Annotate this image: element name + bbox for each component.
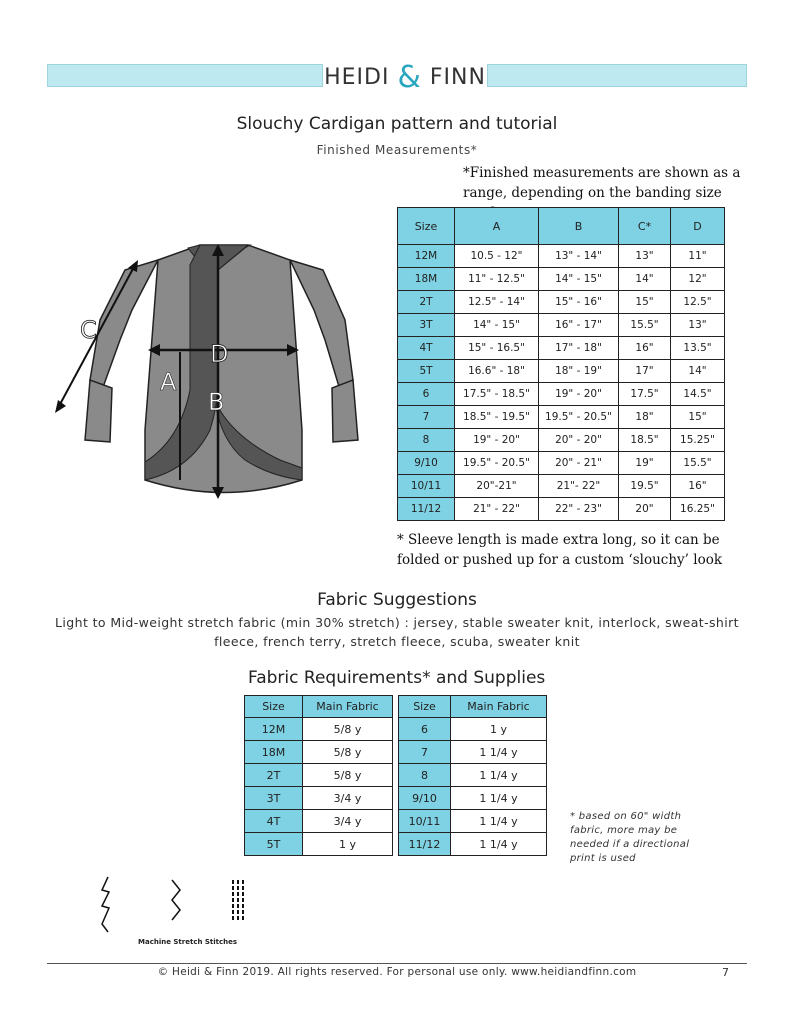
measurement-size-cell: 5T [398, 360, 455, 383]
req-left-header-fabric: Main Fabric [303, 696, 393, 718]
req-right-row [399, 787, 547, 810]
measurement-value-cell: 18" [619, 406, 671, 429]
header-b: B [539, 208, 619, 245]
measurement-value-cell: 20" [619, 498, 671, 521]
measurement-value-cell: 18" - 19" [539, 360, 619, 383]
measurements-table [397, 207, 725, 521]
stitches-label: Machine Stretch Stitches [138, 938, 238, 946]
req-right-size-cell: 8 [399, 764, 451, 787]
measurement-value-cell: 19.5" - 20.5" [455, 452, 539, 475]
measurement-value-cell: 15.5" [619, 314, 671, 337]
req-left-value-cell: 5/8 y [303, 764, 393, 787]
req-left-row [245, 764, 393, 787]
measurement-value-cell: 15.25" [671, 429, 725, 452]
measurement-value-cell: 16.6" - 18" [455, 360, 539, 383]
measurement-row [398, 498, 725, 521]
measurement-row [398, 245, 725, 268]
label-c: C [80, 316, 97, 344]
req-left-size-cell: 2T [245, 764, 303, 787]
stretch-stitches-illustration [90, 872, 260, 942]
fabric-width-note: * based on 60" width fabric, more may be needed if a directional print is used [570, 811, 690, 864]
req-right-row [399, 741, 547, 764]
header-a: A [455, 208, 539, 245]
req-left-value-cell: 3/4 y [303, 787, 393, 810]
label-a: A [160, 368, 177, 396]
cardigan-diagram [40, 230, 380, 520]
req-left-value-cell: 3/4 y [303, 810, 393, 833]
brand-logo: HEIDI & FINN [324, 60, 486, 95]
measurement-value-cell: 14" - 15" [539, 268, 619, 291]
measurement-row [398, 406, 725, 429]
measurement-row [398, 429, 725, 452]
measurements-header-row [398, 208, 725, 245]
fabric-requirements-table-left [244, 695, 393, 856]
measurement-value-cell: 19.5" - 20.5" [539, 406, 619, 429]
measurement-value-cell: 15" - 16" [539, 291, 619, 314]
measurement-value-cell: 18.5" - 19.5" [455, 406, 539, 429]
measurement-value-cell: 17.5" [619, 383, 671, 406]
measurement-value-cell: 15" - 16.5" [455, 337, 539, 360]
measurement-size-cell: 3T [398, 314, 455, 337]
req-right-value-cell: 1 1/4 y [451, 833, 547, 856]
measurement-size-cell: 18M [398, 268, 455, 291]
req-right-row [399, 810, 547, 833]
req-left-size-cell: 5T [245, 833, 303, 856]
req-right-row [399, 833, 547, 856]
req-left-size-cell: 4T [245, 810, 303, 833]
req-right-row [399, 764, 547, 787]
fabric-suggestions-text: Light to Mid-weight stretch fabric (min 30% stretch) : jersey, stable sweater knit, interlock, sweat-shirt fleece, french terry, stretch fleece, scuba, sweater knit [55, 615, 739, 649]
measurement-value-cell: 17" - 18" [539, 337, 619, 360]
measurement-size-cell: 4T [398, 337, 455, 360]
measurement-value-cell: 21"- 22" [539, 475, 619, 498]
measurement-value-cell: 16" [619, 337, 671, 360]
measurement-row [398, 475, 725, 498]
req-right-header-size: Size [399, 696, 451, 718]
measurement-value-cell: 20"-21" [455, 475, 539, 498]
measurement-value-cell: 14" [619, 268, 671, 291]
measurement-row [398, 291, 725, 314]
measurement-value-cell: 16" - 17" [539, 314, 619, 337]
footer-divider [47, 963, 747, 964]
req-right-header-fabric: Main Fabric [451, 696, 547, 718]
measurement-value-cell: 14" [671, 360, 725, 383]
req-left-row [245, 810, 393, 833]
fabric-requirements-table-right [398, 695, 547, 856]
req-left-value-cell: 5/8 y [303, 741, 393, 764]
req-left-header-size: Size [245, 696, 303, 718]
req-right-value-cell: 1 y [451, 718, 547, 741]
req-right-size-cell: 11/12 [399, 833, 451, 856]
footer-copyright: © Heidi & Finn 2019. All rights reserved. For personal use only. www.heidiandfinn.com [157, 966, 637, 978]
measurement-row [398, 452, 725, 475]
measurement-size-cell: 12M [398, 245, 455, 268]
measurement-value-cell: 13" - 14" [539, 245, 619, 268]
measurement-value-cell: 12" [671, 268, 725, 291]
measurement-row [398, 314, 725, 337]
measurement-size-cell: 10/11 [398, 475, 455, 498]
req-right-size-cell: 9/10 [399, 787, 451, 810]
measurement-value-cell: 15.5" [671, 452, 725, 475]
req-left-value-cell: 1 y [303, 833, 393, 856]
req-right-size-cell: 6 [399, 718, 451, 741]
measurement-value-cell: 18.5" [619, 429, 671, 452]
measurement-value-cell: 14" - 15" [455, 314, 539, 337]
req-right-value-cell: 1 1/4 y [451, 810, 547, 833]
page-subtitle: Finished Measurements* [316, 143, 478, 157]
measurement-value-cell: 12.5" [671, 291, 725, 314]
measurement-value-cell: 16" [671, 475, 725, 498]
req-left-size-cell: 18M [245, 741, 303, 764]
req-left-value-cell: 5/8 y [303, 718, 393, 741]
req-left-row [245, 833, 393, 856]
fabric-requirements-heading: Fabric Requirements* and Supplies [248, 668, 546, 688]
measurement-value-cell: 12.5" - 14" [455, 291, 539, 314]
header-bar-left [47, 64, 323, 87]
req-left-size-cell: 3T [245, 787, 303, 810]
measurement-value-cell: 15" [619, 291, 671, 314]
req-right-row [399, 718, 547, 741]
measurement-row [398, 360, 725, 383]
header-c: C* [619, 208, 671, 245]
measurement-value-cell: 22" - 23" [539, 498, 619, 521]
measurement-size-cell: 6 [398, 383, 455, 406]
measurement-value-cell: 15" [671, 406, 725, 429]
req-right-size-cell: 7 [399, 741, 451, 764]
measurement-value-cell: 10.5 - 12" [455, 245, 539, 268]
measurement-value-cell: 14.5" [671, 383, 725, 406]
measurement-size-cell: 7 [398, 406, 455, 429]
measurement-value-cell: 13" [671, 314, 725, 337]
req-right-value-cell: 1 1/4 y [451, 741, 547, 764]
req-right-value-cell: 1 1/4 y [451, 764, 547, 787]
label-b: B [208, 388, 225, 416]
header-d: D [671, 208, 725, 245]
triple-straight-stitch-icon [233, 880, 243, 922]
measurement-value-cell: 20" - 21" [539, 452, 619, 475]
measurement-row [398, 383, 725, 406]
measurement-value-cell: 19" - 20" [455, 429, 539, 452]
measurement-value-cell: 13.5" [671, 337, 725, 360]
header-bar-right [487, 64, 747, 87]
measurement-value-cell: 19" [619, 452, 671, 475]
req-left-row [245, 787, 393, 810]
req-right-value-cell: 1 1/4 y [451, 787, 547, 810]
zigzag-stitch-icon [172, 880, 180, 920]
measurement-value-cell: 11" [671, 245, 725, 268]
measurements-note: *Finished measurements are shown as a range, depending on the banding size [463, 165, 741, 201]
measurement-value-cell: 16.25" [671, 498, 725, 521]
page-number: 7 [722, 966, 729, 979]
measurement-size-cell: 11/12 [398, 498, 455, 521]
lightning-stitch-icon [102, 877, 109, 932]
measurement-size-cell: 2T [398, 291, 455, 314]
measurement-value-cell: 17" [619, 360, 671, 383]
req-left-row [245, 718, 393, 741]
measurement-size-cell: 9/10 [398, 452, 455, 475]
measurement-value-cell: 19" - 20" [539, 383, 619, 406]
measurement-value-cell: 11" - 12.5" [455, 268, 539, 291]
page-title: Slouchy Cardigan pattern and tutorial [236, 114, 558, 134]
label-d: D [210, 340, 229, 368]
measurement-row [398, 337, 725, 360]
req-left-row [245, 741, 393, 764]
req-left-size-cell: 12M [245, 718, 303, 741]
measurement-value-cell: 20" - 20" [539, 429, 619, 452]
req-right-size-cell: 10/11 [399, 810, 451, 833]
measurement-value-cell: 13" [619, 245, 671, 268]
header-size: Size [398, 208, 455, 245]
measurement-value-cell: 21" - 22" [455, 498, 539, 521]
measurement-value-cell: 17.5" - 18.5" [455, 383, 539, 406]
brand-ampersand: & [397, 60, 422, 95]
fabric-suggestions-heading: Fabric Suggestions [317, 590, 477, 610]
measurement-row [398, 268, 725, 291]
measurement-value-cell: 19.5" [619, 475, 671, 498]
sleeve-note: * Sleeve length is made extra long, so it can be folded or pushed up for a custom ‘slouchy’ look [397, 532, 723, 568]
measurement-size-cell: 8 [398, 429, 455, 452]
